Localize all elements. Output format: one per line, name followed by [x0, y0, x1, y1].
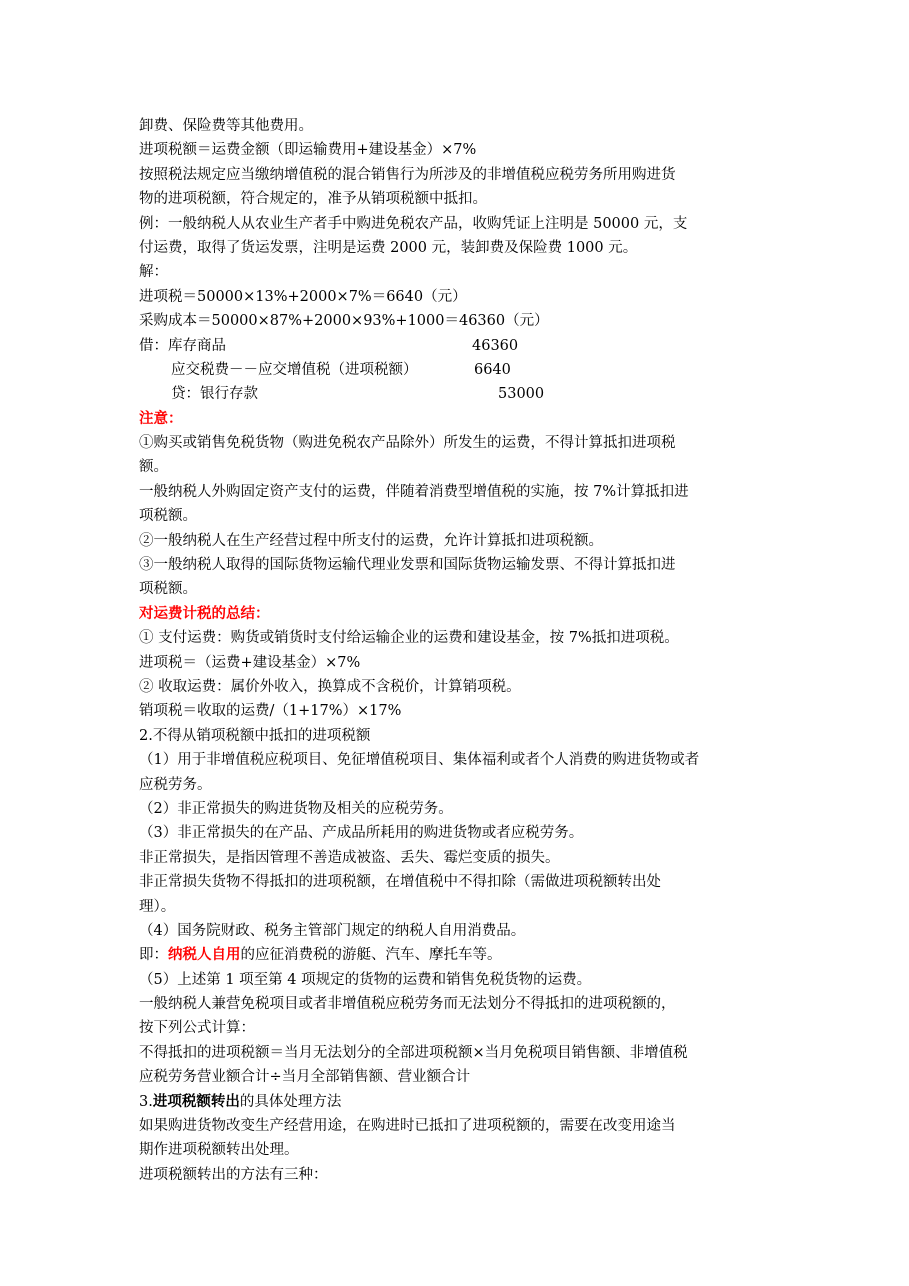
section-heading [139, 1090, 789, 1114]
summary-heading: 对运费计税的总结： [139, 604, 270, 622]
example-line: 例：一般纳税人从农业生产者手中购进免税农产品，收购凭证上注明是 50000 元，支 [139, 215, 688, 232]
text-span: 的应征消费税的游艇、汽车、摩托车等。 [240, 947, 502, 964]
formula-line: 采购成本＝50000×87%+2000×93%+1000＝46360（元） [139, 313, 549, 330]
list-item: （5）上述第 1 项至第 4 项规定的货物的运费和销售免税货物的运费。 [139, 971, 592, 988]
text-line: 卸费、保险费等其他费用。 [139, 118, 313, 134]
text-line: ③一般纳税人取得的国际货物运输代理业发票和国际货物运输发票、不得计算抵扣进 [139, 557, 676, 574]
text-line: 一般纳税人兼营免税项目或者非增值税应税劳务而无法划分不得抵扣的进项税额的， [139, 996, 676, 1013]
text-line: 项税额。 [139, 581, 197, 598]
journal-amount: 53000 [498, 386, 545, 403]
note-heading: 注意： [139, 409, 183, 427]
text-span: 即： [139, 947, 168, 964]
formula-line: 进项税额＝运费金额（即运输费用+建设基金）×7% [139, 142, 477, 159]
text-line: 期作进项税额转出处理。 [139, 1142, 299, 1159]
text-line: 非正常损失，是指因管理不善造成被盗、丢失、霉烂变质的损失。 [139, 849, 560, 866]
example-line: 付运费，取得了货运发票，注明是运费 2000 元，装卸费及保险费 1000 元。 [139, 239, 638, 256]
formula-line: 应税劳务营业额合计÷当月全部销售额、营业额合计 [139, 1069, 471, 1086]
journal-amount: 46360 [472, 337, 519, 354]
formula-line: 进项税＝（运费+建设基金）×7% [139, 654, 361, 671]
document-page [139, 114, 789, 1187]
text-line: ①购买或销售免税货物（购进免税农产品除外）所发生的运费，不得计算抵扣进项税 [139, 435, 676, 452]
text-line: 物的进项税额，符合规定的，准予从销项税额中抵扣。 [139, 191, 487, 208]
list-item: （2）非正常损失的购进货物及相关的应税劳务。 [139, 800, 453, 817]
text-line: 额。 [139, 459, 168, 476]
text-line: 如果购进货物改变生产经营用途，在购进时已抵扣了进项税额的，需要在改变用途当 [139, 1118, 676, 1135]
formula-line: 不得抵扣的进项税额＝当月无法划分的全部进项税额×当月免税项目销售额、非增值税 [139, 1044, 688, 1061]
highlight-text: 纳税人自用 [168, 946, 241, 964]
solution-label: 解： [139, 264, 168, 281]
formula-line: 销项税＝收取的运费/（1+17%）×17% [139, 703, 402, 720]
journal-account: 贷：银行存款 [171, 386, 258, 403]
text-line: 进项税额转出的方法有三种： [139, 1166, 328, 1183]
section-heading: 2.不得从销项税额中抵扣的进项税额 [139, 727, 371, 744]
text-line: 非正常损失货物不得抵扣的进项税额，在增值税中不得扣除（需做进项税额转出处 [139, 874, 661, 891]
text-line: ②一般纳税人在生产经营过程中所支付的运费，允许计算抵扣进项税额。 [139, 532, 603, 549]
list-item: （4）国务院财政、税务主管部门规定的纳税人自用消费品。 [139, 922, 526, 939]
text-line: 应税劳务。 [139, 776, 212, 793]
bold-term: 进项税额转出 [152, 1092, 240, 1110]
formula-line: 进项税＝50000×13%+2000×7%＝6640（元） [139, 288, 467, 305]
text-line: 一般纳税人外购固定资产支付的运费，伴随着消费型增值税的实施，按 7%计算抵扣进 [139, 483, 689, 500]
text-line: ② 收取运费：属价外收入，换算成不含税价，计算销项税。 [139, 678, 521, 695]
journal-entry-credit [139, 382, 789, 406]
list-item: （3）非正常损失的在产品、产成品所耗用的购进货物或者应税劳务。 [139, 825, 584, 842]
text-line [139, 943, 789, 967]
journal-account: 借：库存商品 [139, 337, 226, 354]
journal-entry-debit-2 [139, 358, 789, 382]
text-line: 按照税法规定应当缴纳增值税的混合销售行为所涉及的非增值税应税劳务所用购进货 [139, 166, 676, 183]
text-line: 按下列公式计算： [139, 1020, 255, 1037]
section-number: 3. [139, 1093, 153, 1110]
journal-amount: 6640 [474, 361, 511, 378]
text-span: 的具体处理方法 [239, 1093, 342, 1110]
text-line: ① 支付运费：购货或销货时支付给运输企业的运费和建设基金，按 7%抵扣进项税。 [139, 630, 679, 647]
text-line: 理）。 [139, 898, 176, 915]
journal-entry-debit-1 [139, 334, 789, 358]
journal-account: 应交税费－－应交增值税（进项税额） [171, 361, 418, 378]
list-item: （1）用于非增值税应税项目、免征增值税项目、集体福利或者个人消费的购进货物或者 [139, 752, 700, 769]
text-line: 项税额。 [139, 508, 197, 525]
